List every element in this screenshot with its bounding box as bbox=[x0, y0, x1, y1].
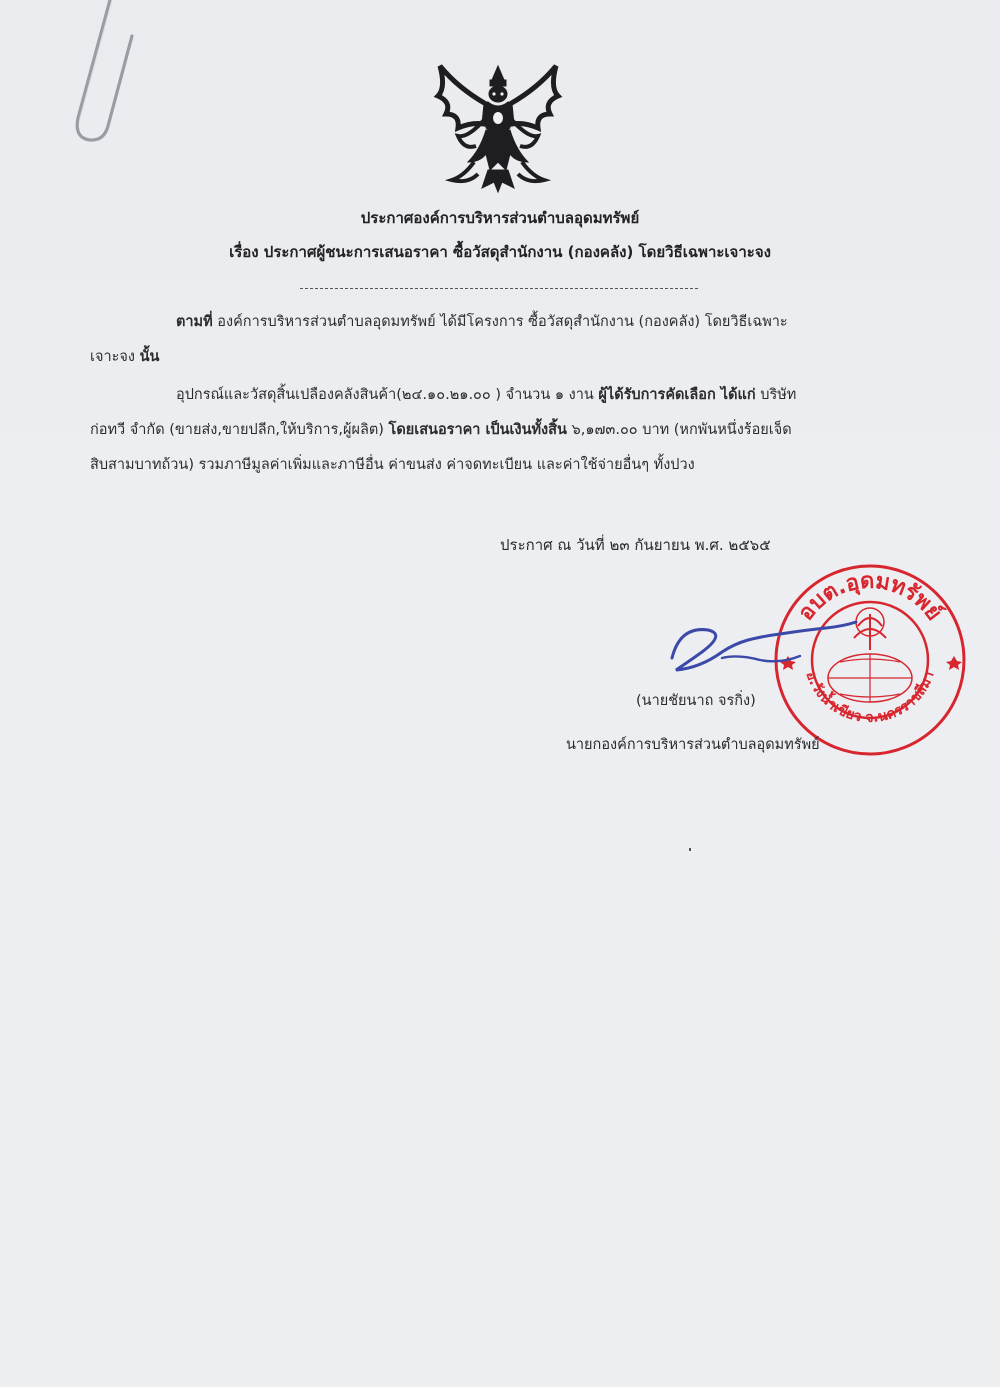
para2-price-label: โดยเสนอราคา เป็นเงินทั้งสิ้น bbox=[388, 422, 567, 438]
dashed-divider bbox=[300, 288, 698, 289]
para2-selected-label: ผู้ได้รับการคัดเลือก ได้แก่ bbox=[598, 387, 756, 403]
para1-continuation: เจาะจง bbox=[90, 349, 140, 365]
body-paragraph-2 bbox=[90, 378, 920, 483]
para1-lead: ตามที่ bbox=[176, 314, 213, 330]
announcement-title: ประกาศองค์การบริหารส่วนตำบลอุดมทรัพย์ bbox=[360, 209, 640, 227]
seal-bottom-text: อ.วังน้ำเขียว จ.นครราชสีมา bbox=[802, 669, 938, 726]
para2-terms: สิบสามบาทถ้วน) รวมภาษีมูลค่าเพิ่มและภาษีอื่น ค่าขนส่ง ค่าจดทะเบียน และค่าใช้จ่ายอื่นๆ ทั้งปวง bbox=[90, 457, 695, 473]
announcement-subject: เรื่อง ประกาศผู้ชนะการเสนอราคา ซื้อวัสดุสำนักงาน (กองคลัง) โดยวิธีเฉพาะเจาะจง bbox=[229, 243, 771, 261]
garuda-emblem-icon bbox=[428, 58, 568, 198]
para1-text: องค์การบริหารส่วนตำบลอุดมทรัพย์ ได้มีโครงการ ซื้อวัสดุสำนักงาน (กองคลัง) โดยวิธีเฉพาะ bbox=[212, 314, 788, 330]
signatory-name: (นายชัยนาถ จรกิ่ง) bbox=[636, 693, 756, 709]
announcement-date: ประกาศ ณ วันที่ ๒๓ กันยายน พ.ศ. ๒๕๖๕ bbox=[500, 536, 771, 554]
para2-item: อุปกรณ์และวัสดุสิ้นเปลืองคลังสินค้า(๒๔.๑๐.๒๑.๐๐ ) จำนวน ๑ งาน bbox=[176, 387, 599, 403]
para2-price: ๖,๑๗๓.๐๐ บาท (หกพันหนึ่งร้อยเจ็ด bbox=[566, 422, 792, 438]
paperclip-icon bbox=[60, 0, 150, 150]
para2-company: ก่อทวี จำกัด (ขายส่ง,ขายปลีก,ให้บริการ,ผู้ผลิต) bbox=[90, 422, 389, 438]
signatory-position: นายกองค์การบริหารส่วนตำบลอุดมทรัพย์ bbox=[566, 737, 820, 753]
para2-company-prefix: บริษัท bbox=[755, 387, 797, 403]
seal-top-text: อบต.อุดมทรัพย์ bbox=[793, 568, 947, 626]
handwritten-signature bbox=[630, 600, 860, 690]
body-paragraph-1 bbox=[90, 305, 920, 375]
paper-speck bbox=[689, 848, 691, 851]
para1-end: นั้น bbox=[139, 349, 160, 365]
